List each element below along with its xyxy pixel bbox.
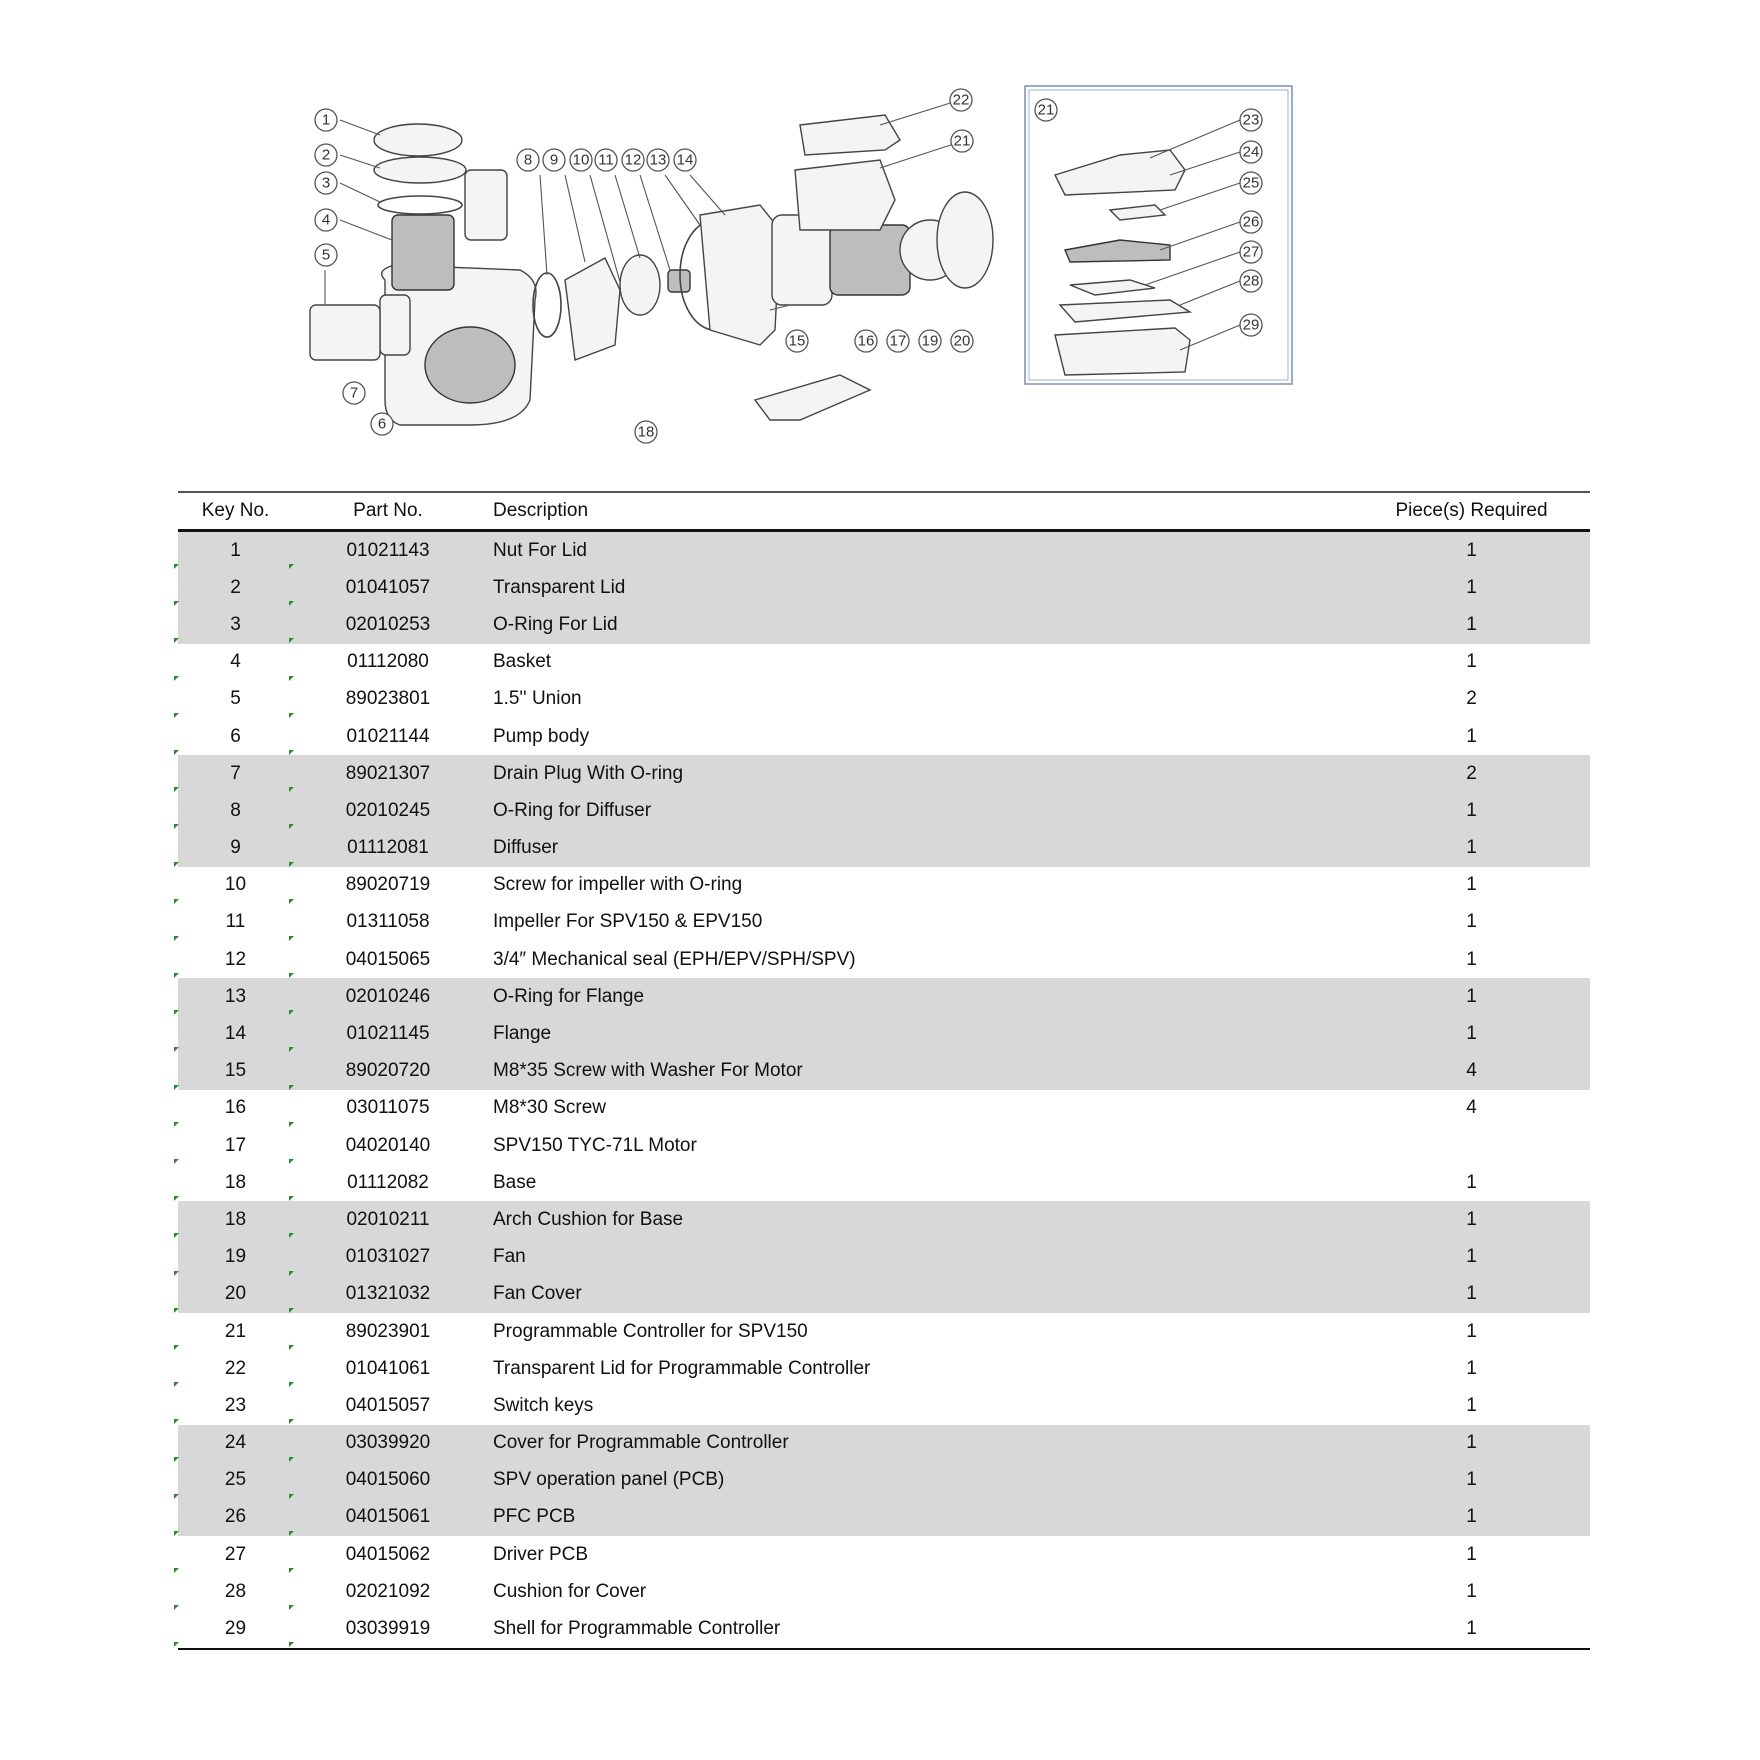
key-no-cell: 28 xyxy=(178,1573,293,1610)
part-no-cell: 01321032 xyxy=(293,1276,483,1313)
callout-number: 29 xyxy=(1242,316,1260,334)
header-part-no: Part No. xyxy=(293,492,483,531)
pieces-required-cell: 2 xyxy=(1353,755,1590,792)
description-cell: 1.5'' Union xyxy=(493,688,582,710)
pieces-required-cell: 1 xyxy=(1466,874,1477,896)
table-row xyxy=(178,1610,1590,1648)
description-cell: Base xyxy=(493,1171,537,1193)
table-row xyxy=(178,681,1590,718)
key-no-cell: 22 xyxy=(178,1350,293,1387)
table-row xyxy=(178,718,1590,755)
part-no-cell: 04020140 xyxy=(293,1127,483,1164)
basket-drawing xyxy=(392,215,454,290)
pieces-required-cell: 1 xyxy=(1353,606,1590,643)
description-cell: Screw for impeller with O-ring xyxy=(493,874,743,896)
description-cell: SPV150 TYC-71L Motor xyxy=(493,1134,697,1156)
pieces-required-cell: 1 xyxy=(1466,911,1477,933)
part-no-cell: 01041061 xyxy=(293,1350,483,1387)
table-row xyxy=(178,606,1590,643)
description-cell: O-Ring For Lid xyxy=(483,606,1353,643)
o-ring-diffuser-drawing xyxy=(533,273,561,337)
key-no-cell: 7 xyxy=(178,755,293,792)
callout-number: 19 xyxy=(921,332,939,350)
key-no-cell: 15 xyxy=(178,1053,293,1090)
pieces-required-cell: 1 xyxy=(1353,978,1590,1015)
pump-inlet-drawing xyxy=(380,295,410,355)
table-row xyxy=(178,904,1590,941)
pieces-required-cell: 1 xyxy=(1466,1320,1477,1342)
pieces-required-cell: 1 xyxy=(1353,1276,1590,1313)
part-no-cell: 01112080 xyxy=(293,644,483,681)
table-row xyxy=(178,1462,1590,1499)
key-no-cell: 8 xyxy=(178,792,293,829)
callout-number: 12 xyxy=(624,151,642,169)
callout-number: 28 xyxy=(1242,272,1260,290)
inset-cover-drawing xyxy=(1055,150,1185,195)
key-no-cell: 23 xyxy=(178,1387,293,1424)
description-cell: Basket xyxy=(493,651,552,673)
pieces-required-cell: 2 xyxy=(1466,688,1477,710)
description-cell: Pump body xyxy=(493,725,590,747)
callout-number: 23 xyxy=(1242,111,1260,129)
callout-number: 14 xyxy=(676,151,694,169)
callout-number: 10 xyxy=(572,151,590,169)
part-no-cell: 89023801 xyxy=(293,681,483,718)
part-no-cell: 01021145 xyxy=(293,1015,483,1052)
header-description: Description xyxy=(483,492,1353,531)
inset-driver-drawing xyxy=(1070,280,1155,295)
part-no-cell: 89021307 xyxy=(293,755,483,792)
table-header-row xyxy=(178,492,1590,531)
pieces-required-cell: 1 xyxy=(1466,1357,1477,1379)
inset-pcb-drawing xyxy=(1065,240,1170,262)
table-row xyxy=(178,1573,1590,1610)
pieces-required-cell: 1 xyxy=(1353,792,1590,829)
callout-number: 15 xyxy=(788,332,806,350)
description-cell: Transparent Lid xyxy=(483,569,1353,606)
pieces-required-cell: 4 xyxy=(1466,1097,1477,1119)
part-no-cell: 02010211 xyxy=(293,1201,483,1238)
key-no-cell: 27 xyxy=(178,1536,293,1573)
callout-number: 7 xyxy=(349,384,359,402)
description-cell: Impeller For SPV150 & EPV150 xyxy=(493,911,763,933)
table-row xyxy=(178,1387,1590,1424)
description-cell: Driver PCB xyxy=(493,1543,589,1565)
header-key-no: Key No. xyxy=(178,492,293,531)
key-no-cell: 25 xyxy=(178,1462,293,1499)
description-cell: SPV operation panel (PCB) xyxy=(483,1462,1353,1499)
pieces-required-cell: 1 xyxy=(1353,1239,1590,1276)
callout-number: 4 xyxy=(321,211,331,229)
description-cell: Drain Plug With O-ring xyxy=(483,755,1353,792)
table-row xyxy=(178,1350,1590,1387)
transparent-lid-drawing xyxy=(374,157,466,183)
key-no-cell: 13 xyxy=(178,978,293,1015)
callout-number: 3 xyxy=(321,174,331,192)
impeller-drawing xyxy=(620,255,660,315)
inset-cushion-drawing xyxy=(1060,300,1190,322)
part-no-cell: 01041057 xyxy=(293,569,483,606)
key-no-cell: 5 xyxy=(178,681,293,718)
pieces-required-cell: 1 xyxy=(1466,725,1477,747)
part-no-cell: 04015061 xyxy=(293,1499,483,1536)
description-cell: M8*35 Screw with Washer For Motor xyxy=(483,1053,1353,1090)
callout-number: 24 xyxy=(1242,143,1260,161)
part-no-cell: 03039919 xyxy=(293,1610,483,1648)
part-no-cell: 04015060 xyxy=(293,1462,483,1499)
callout-number: 21 xyxy=(953,132,971,150)
table-row xyxy=(178,1090,1590,1127)
key-no-cell: 2 xyxy=(178,569,293,606)
description-cell: Programmable Controller for SPV150 xyxy=(493,1320,808,1342)
pieces-required-cell: 1 xyxy=(1353,830,1590,867)
pieces-required-cell: 1 xyxy=(1353,1499,1590,1536)
diagram-drawing xyxy=(0,0,1760,470)
pieces-required-cell: 1 xyxy=(1353,569,1590,606)
key-no-cell: 18 xyxy=(178,1201,293,1238)
table-body xyxy=(178,531,1590,1649)
key-no-cell: 19 xyxy=(178,1239,293,1276)
key-no-cell: 21 xyxy=(178,1313,293,1350)
pieces-required-cell: 1 xyxy=(1353,1462,1590,1499)
part-no-cell: 02010245 xyxy=(293,792,483,829)
pieces-required-cell: 1 xyxy=(1466,1580,1477,1602)
table-row xyxy=(178,1015,1590,1052)
union-top-drawing xyxy=(465,170,507,240)
description-cell: PFC PCB xyxy=(483,1499,1353,1536)
key-no-cell: 29 xyxy=(178,1610,293,1648)
part-no-cell: 01021144 xyxy=(293,718,483,755)
key-no-cell: 9 xyxy=(178,830,293,867)
part-no-cell: 89020719 xyxy=(293,867,483,904)
key-no-cell: 4 xyxy=(178,644,293,681)
callout-number: 11 xyxy=(598,151,614,169)
table-row xyxy=(178,1201,1590,1238)
key-no-cell: 12 xyxy=(178,941,293,978)
key-no-cell: 24 xyxy=(178,1425,293,1462)
pieces-required-cell: 1 xyxy=(1353,1015,1590,1052)
inset-panel-drawing xyxy=(1110,205,1165,220)
table-row xyxy=(178,792,1590,829)
mechanical-seal-drawing xyxy=(668,270,690,292)
base-drawing xyxy=(755,375,870,420)
table-row xyxy=(178,644,1590,681)
key-no-cell: 20 xyxy=(178,1276,293,1313)
table-row xyxy=(178,531,1590,570)
table-row xyxy=(178,830,1590,867)
description-cell: Flange xyxy=(483,1015,1353,1052)
pieces-required-cell: 1 xyxy=(1353,1425,1590,1462)
callout-number: 22 xyxy=(952,91,970,109)
callout-number: 8 xyxy=(523,151,533,169)
key-no-cell: 17 xyxy=(178,1127,293,1164)
part-no-cell: 89020720 xyxy=(293,1053,483,1090)
key-no-cell: 14 xyxy=(178,1015,293,1052)
table-row xyxy=(178,1536,1590,1573)
callout-number: 9 xyxy=(549,151,559,169)
part-no-cell: 02021092 xyxy=(293,1573,483,1610)
o-ring-lid-drawing xyxy=(378,196,462,214)
fan-cover-drawing xyxy=(937,192,993,288)
table-row xyxy=(178,1239,1590,1276)
callout-number: 25 xyxy=(1242,174,1260,192)
diffuser-drawing xyxy=(565,258,620,360)
flange-drawing xyxy=(700,205,780,345)
parts-list-table xyxy=(178,491,1590,1650)
table-row xyxy=(178,1127,1590,1164)
callout-number: 5 xyxy=(321,246,331,264)
motor-body-drawing xyxy=(830,225,910,295)
description-cell: Nut For Lid xyxy=(483,531,1353,570)
description-cell: Shell for Programmable Controller xyxy=(483,1610,1353,1648)
callout-number: 16 xyxy=(857,332,875,350)
description-cell: Fan xyxy=(483,1239,1353,1276)
part-no-cell: 04015062 xyxy=(293,1536,483,1573)
table-row xyxy=(178,978,1590,1015)
part-no-cell: 03011075 xyxy=(293,1090,483,1127)
key-no-cell: 3 xyxy=(178,606,293,643)
part-no-cell: 04015065 xyxy=(293,941,483,978)
part-no-cell: 01031027 xyxy=(293,1239,483,1276)
table-row xyxy=(178,569,1590,606)
callout-number: 17 xyxy=(889,332,907,350)
pieces-required-cell: 1 xyxy=(1466,651,1477,673)
pieces-required-cell: 1 xyxy=(1466,1171,1477,1193)
part-no-cell: 89023901 xyxy=(293,1313,483,1350)
pieces-required-cell: 1 xyxy=(1353,1610,1590,1648)
pieces-required-cell xyxy=(1353,1127,1590,1164)
key-no-cell: 18 xyxy=(178,1164,293,1201)
callout-number: 26 xyxy=(1242,213,1260,231)
union-left-drawing xyxy=(310,305,380,360)
callout-number: 27 xyxy=(1242,243,1260,261)
table-row xyxy=(178,755,1590,792)
description-cell: Fan Cover xyxy=(483,1276,1353,1313)
table-row xyxy=(178,1313,1590,1350)
part-no-cell: 02010246 xyxy=(293,978,483,1015)
pieces-required-cell: 1 xyxy=(1466,1394,1477,1416)
part-no-cell: 01112081 xyxy=(293,830,483,867)
controller-lid-drawing xyxy=(800,115,900,155)
pump-body-vane-drawing xyxy=(425,327,515,403)
header-pieces-required: Piece(s) Required xyxy=(1353,492,1590,531)
table-row xyxy=(178,867,1590,904)
part-no-cell: 01112082 xyxy=(293,1164,483,1201)
controller-drawing xyxy=(795,160,895,230)
callout-number: 6 xyxy=(377,415,387,433)
key-no-cell: 1 xyxy=(178,531,293,570)
callout-number: 18 xyxy=(637,423,655,441)
inset-shell-drawing xyxy=(1055,328,1190,375)
description-cell: O-Ring for Diffuser xyxy=(483,792,1353,829)
callout-number: 1 xyxy=(321,111,331,129)
key-no-cell: 10 xyxy=(178,867,293,904)
callout-number: 13 xyxy=(649,151,667,169)
description-cell: O-Ring for Flange xyxy=(483,978,1353,1015)
table-row xyxy=(178,1425,1590,1462)
key-no-cell: 6 xyxy=(178,718,293,755)
part-no-cell: 01311058 xyxy=(293,904,483,941)
description-cell: Switch keys xyxy=(493,1394,594,1416)
pieces-required-cell: 4 xyxy=(1353,1053,1590,1090)
pieces-required-cell: 1 xyxy=(1353,1201,1590,1238)
part-no-cell: 02010253 xyxy=(293,606,483,643)
pieces-required-cell: 1 xyxy=(1466,948,1477,970)
key-no-cell: 11 xyxy=(178,904,293,941)
description-cell: Diffuser xyxy=(483,830,1353,867)
table-row xyxy=(178,1276,1590,1313)
callout-number: 20 xyxy=(953,332,971,350)
table-row xyxy=(178,1499,1590,1536)
table-row xyxy=(178,1164,1590,1201)
description-cell: 3/4″ Mechanical seal (EPH/EPV/SPH/SPV) xyxy=(493,948,856,970)
part-no-cell: 04015057 xyxy=(293,1387,483,1424)
description-cell: M8*30 Screw xyxy=(493,1097,606,1119)
table-row xyxy=(178,1053,1590,1090)
exploded-view-diagram xyxy=(0,0,1760,470)
description-cell: Cushion for Cover xyxy=(493,1580,647,1602)
description-cell: Cover for Programmable Controller xyxy=(483,1425,1353,1462)
description-cell: Transparent Lid for Programmable Controller xyxy=(493,1357,871,1379)
description-cell: Arch Cushion for Base xyxy=(483,1201,1353,1238)
nut-lid-drawing xyxy=(374,124,462,156)
part-no-cell: 01021143 xyxy=(293,531,483,570)
part-no-cell: 03039920 xyxy=(293,1425,483,1462)
table-row xyxy=(178,941,1590,978)
pieces-required-cell: 1 xyxy=(1353,531,1590,570)
callout-number: 21 xyxy=(1037,101,1055,119)
key-no-cell: 26 xyxy=(178,1499,293,1536)
pieces-required-cell: 1 xyxy=(1466,1543,1477,1565)
key-no-cell: 16 xyxy=(178,1090,293,1127)
callout-number: 2 xyxy=(321,146,331,164)
